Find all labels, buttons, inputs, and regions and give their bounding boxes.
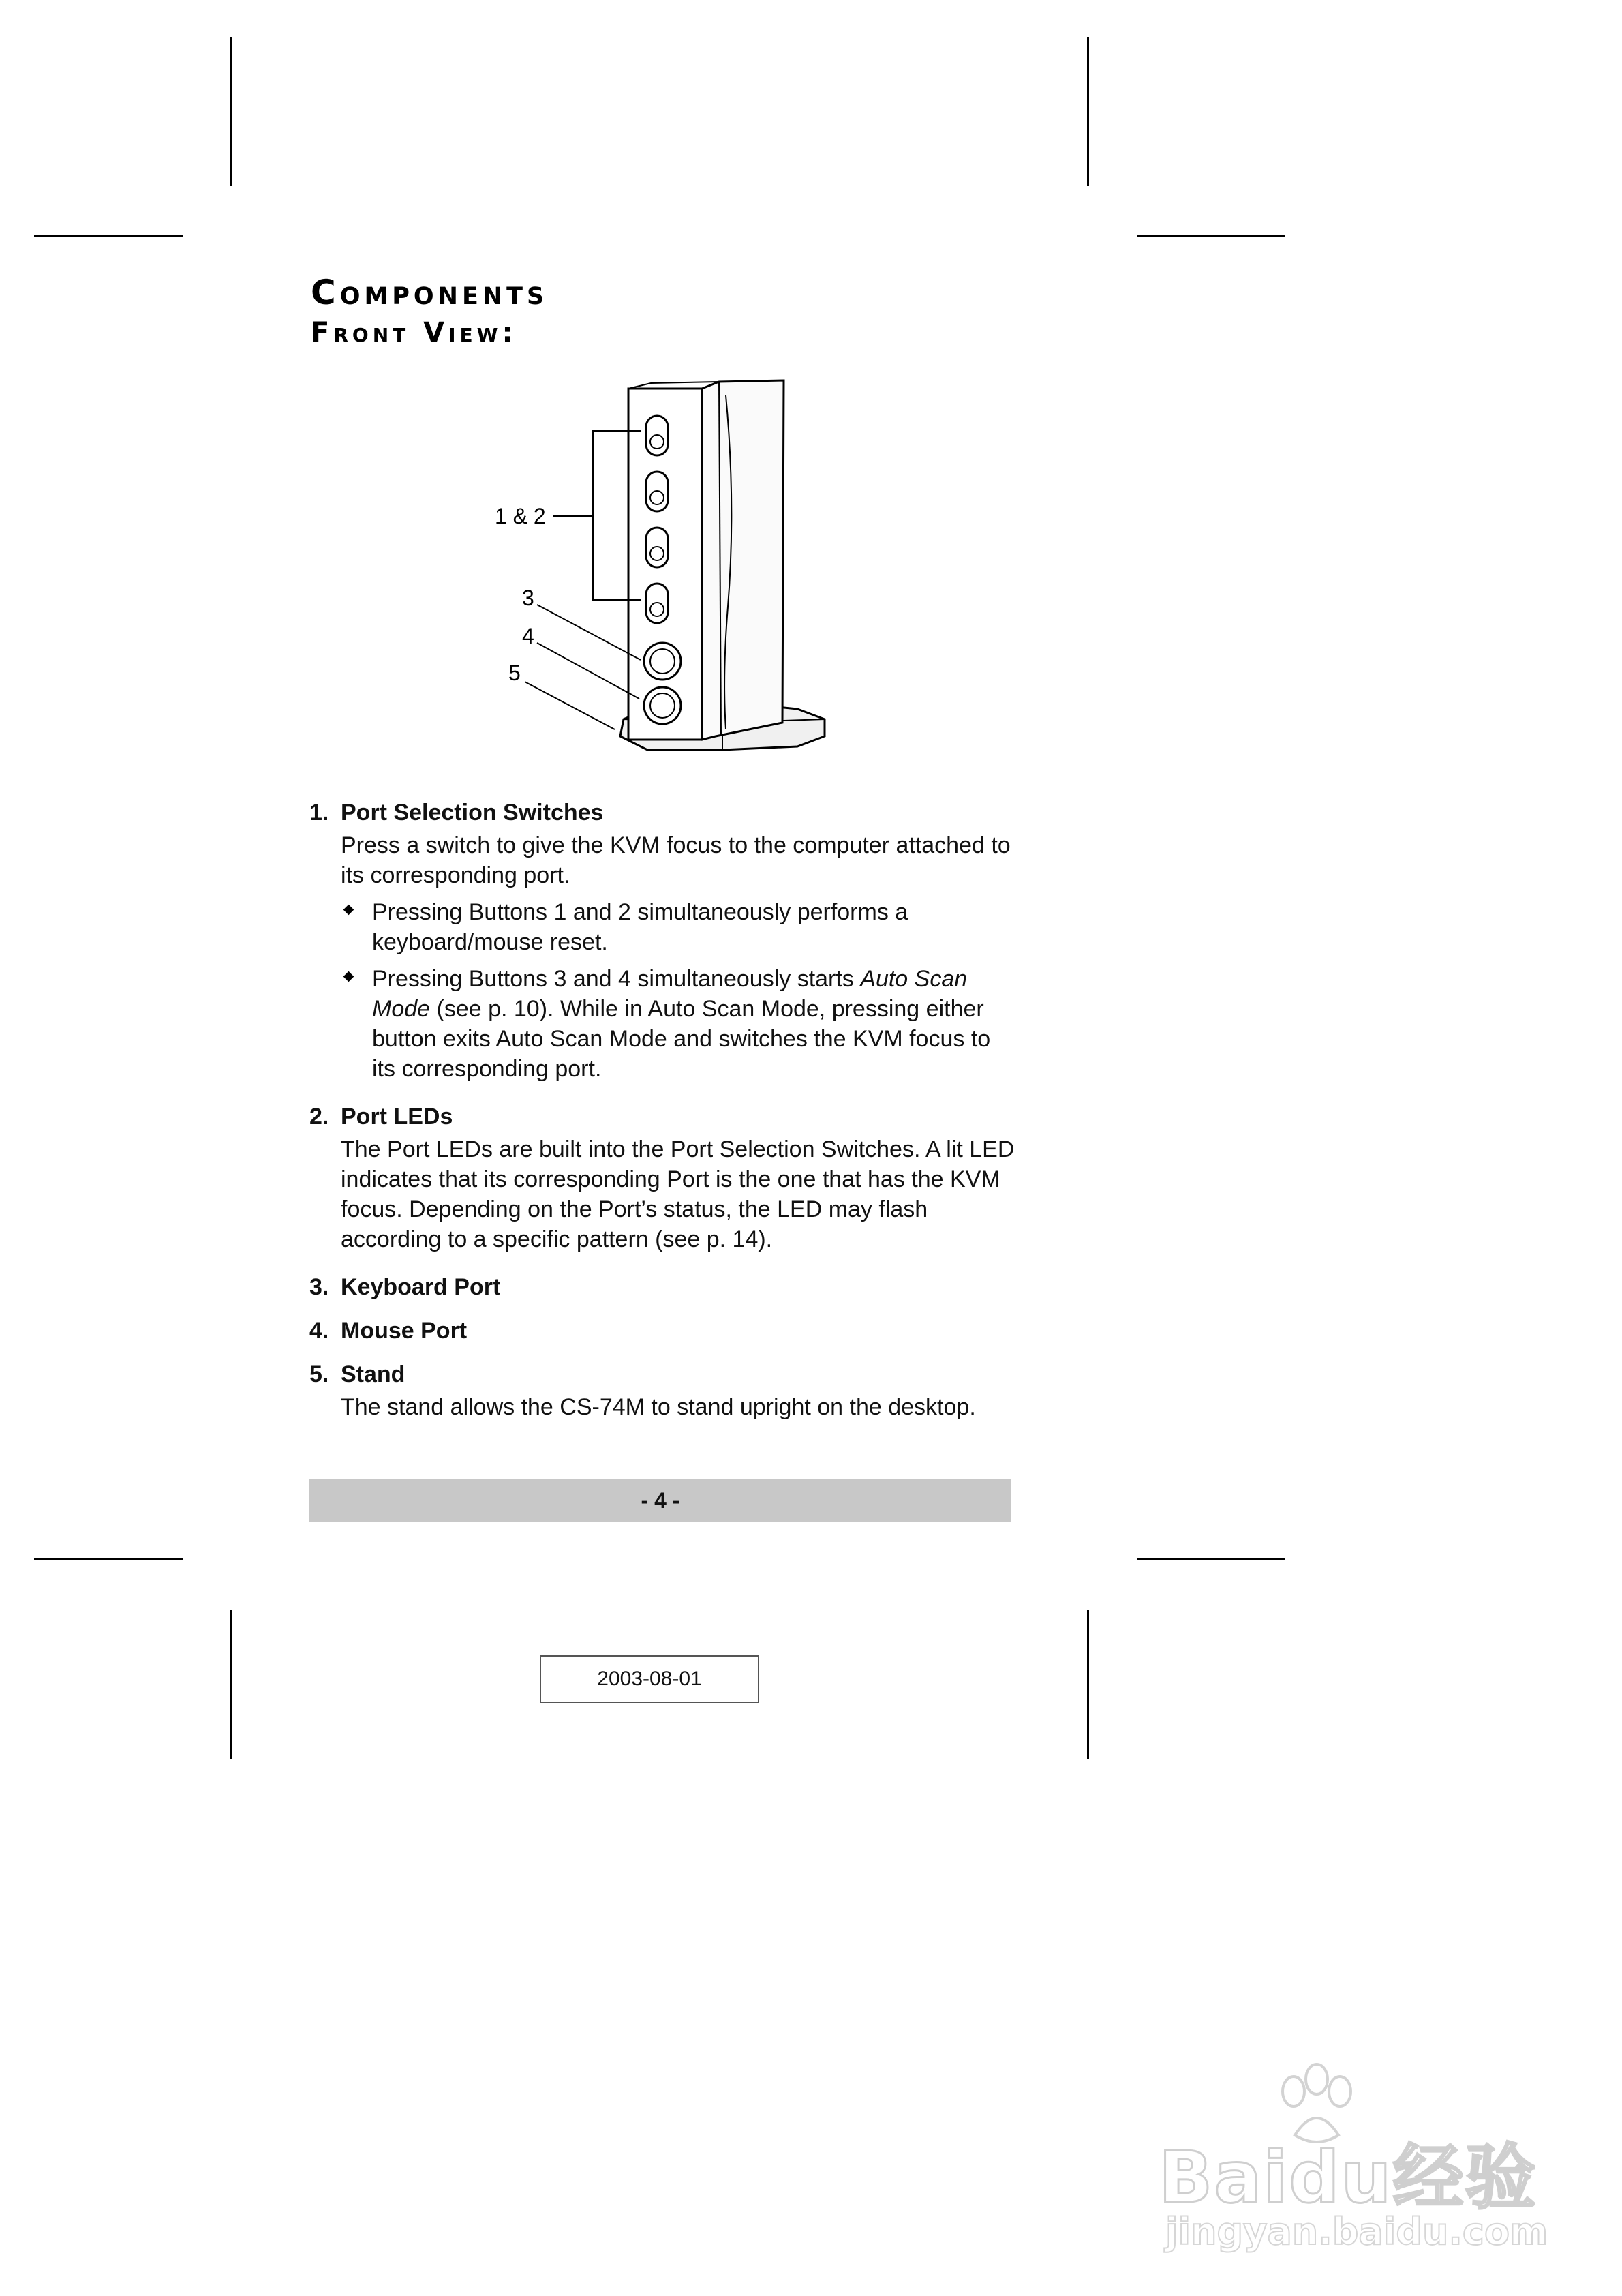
subsection-title: Front View: [311,317,517,348]
date-text: 2003-08-01 [597,1667,702,1690]
item-title-text: Keyboard Port [341,1274,501,1300]
diamond-bullet-icon [343,971,354,982]
bullet-item: Pressing Buttons 1 and 2 simultaneously performs a keyboard/mouse reset. [341,897,1018,957]
item-title-text: Mouse Port [341,1318,468,1344]
crop-mark-top-right-horizontal [1137,235,1285,237]
item-number: 1. [309,800,329,826]
diamond-bullet-icon [343,905,354,916]
component-list [309,798,1018,1440]
callout-line-5 [525,682,615,729]
keyboard-port-drawing [644,643,681,680]
crop-mark-top-right [1087,37,1089,186]
callout-label-1-2: 1 & 2 [495,504,546,528]
kvm-illustration [491,368,859,777]
watermark-url: jingyan.baidu.com [1165,2210,1548,2253]
item-title-text: Port LEDs [341,1104,453,1130]
page-number-bar [309,1479,1011,1522]
baidu-watermark [1159,2059,1548,2263]
item-title [309,798,1018,828]
item-number: 2. [309,1104,329,1130]
section-title: Components [311,273,549,312]
crop-mark-bottom-left [230,1610,232,1759]
bullet-list [341,897,1018,1084]
callout-label-4: 4 [522,624,534,648]
item-number: 4. [309,1318,329,1344]
list-item [309,1272,1018,1302]
watermark-logo: Baidu经验 [1159,2136,1537,2219]
item-title-text: Port Selection Switches [341,800,604,826]
item-description: Press a switch to give the KVM focus to the computer attached to its corresponding port. [341,832,1011,888]
item-description: The stand allows the CS-74M to stand upright on the desktop. [341,1394,976,1420]
list-item [309,1359,1018,1422]
item-title [309,1316,1018,1346]
crop-mark-top-left [230,37,232,186]
mouse-port-drawing [644,687,681,724]
list-item [309,1102,1018,1254]
crop-mark-bottom-right [1087,1610,1089,1759]
kvm-front-view-figure [491,368,859,777]
crop-mark-bottom-right-horizontal [1137,1558,1285,1560]
list-item [309,1316,1018,1346]
date-box [540,1655,759,1703]
item-title [309,1272,1018,1302]
list-item [309,798,1018,1084]
crop-mark-bottom-left-horizontal [34,1558,183,1560]
bullet-item: Pressing Buttons 3 and 4 simultaneously starts Auto Scan Mode (see p. 10). While in Auto Scan Mode, pressing either button exits Auto Scan Mode and switches the KVM focus to its corresponding port. [341,964,1018,1084]
item-title-text: Stand [341,1361,406,1387]
item-title [309,1359,1018,1389]
callout-label-3: 3 [522,586,534,610]
item-number: 5. [309,1361,329,1387]
callout-label-5: 5 [508,661,521,685]
crop-mark-top-left-horizontal [34,235,183,237]
item-number: 3. [309,1274,329,1300]
item-title [309,1102,1018,1132]
item-description: The Port LEDs are built into the Port Selection Switches. A lit LED indicates that its corresponding Port is the one that has the KVM focus. Depending on the Port’s status, the LED may flash according to a specific pattern (see p. 14). [341,1136,1015,1252]
page-number: - 4 - [641,1487,680,1513]
body-side [702,380,784,740]
